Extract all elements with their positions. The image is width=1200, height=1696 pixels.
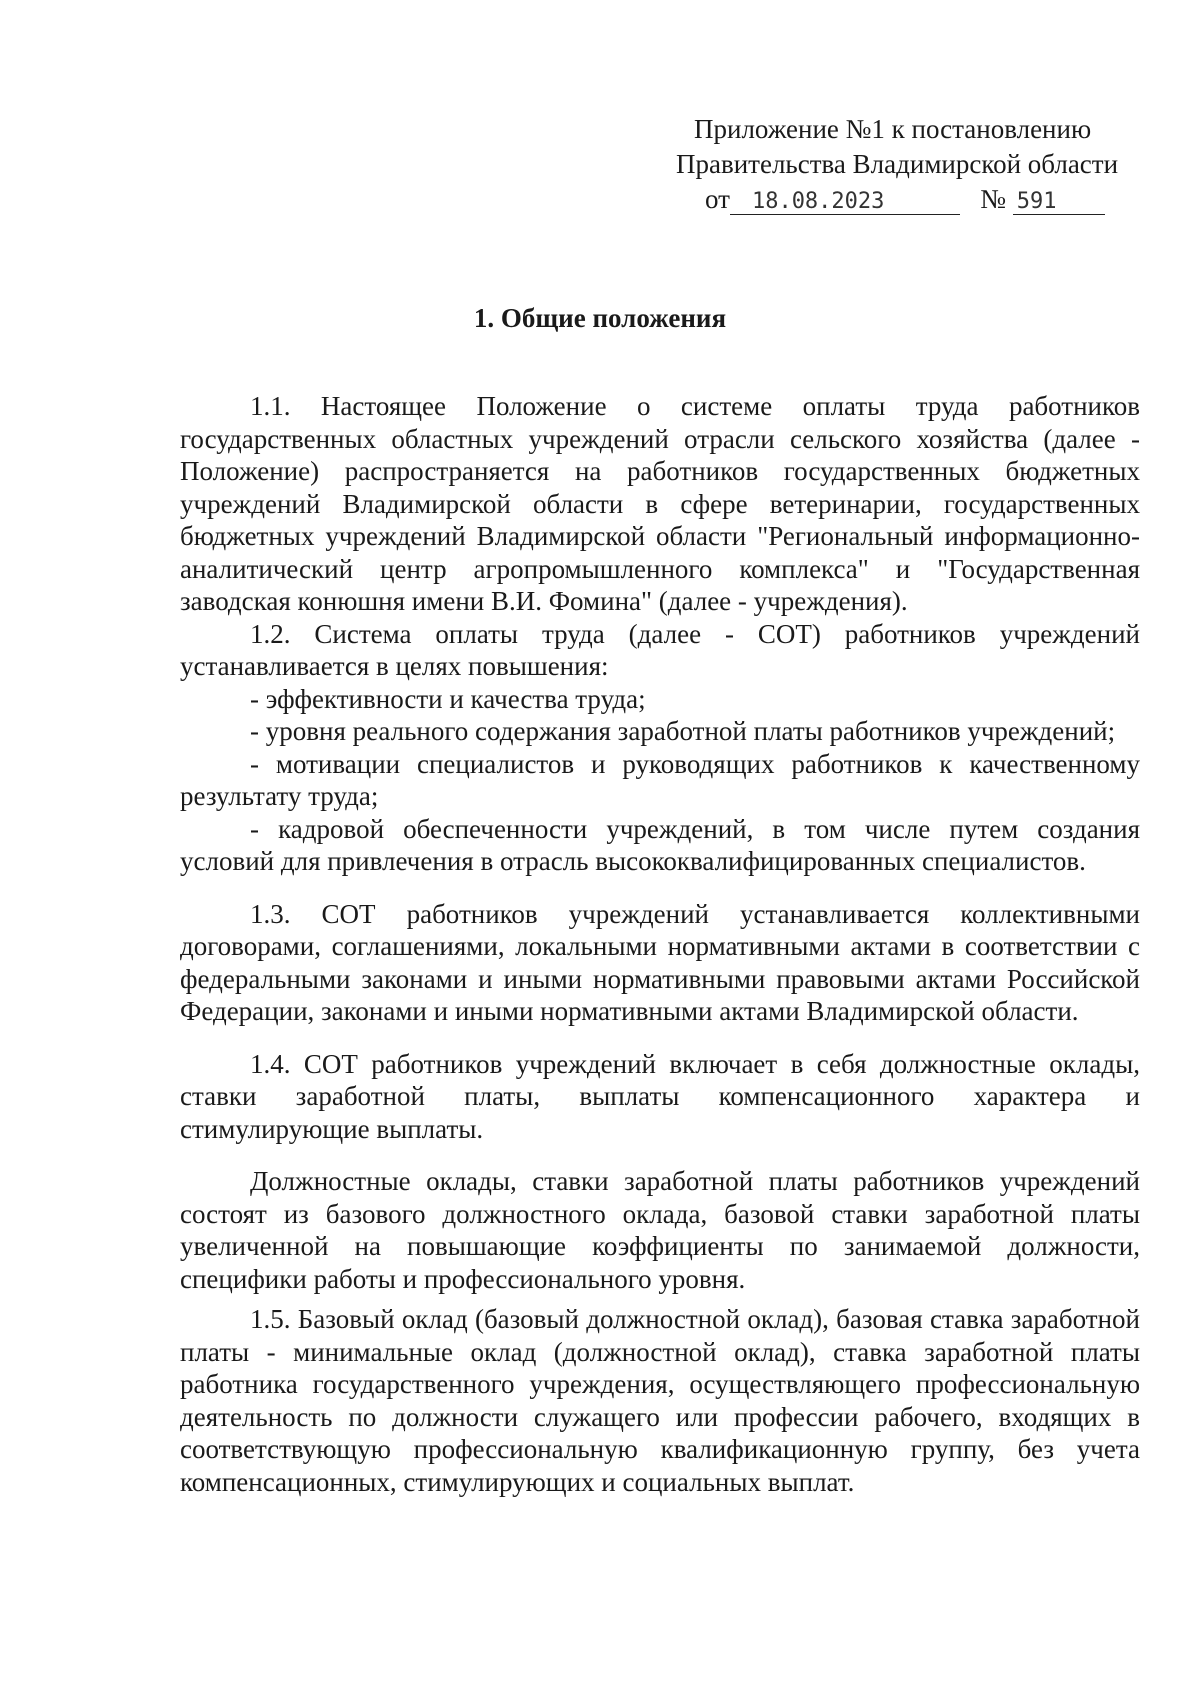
paragraph-1-4: 1.4. СОТ работников учреждений включает в себя должностные оклады, ставки заработной платы, выплаты компенсационного характера и стимулирующие выплаты. <box>180 1048 1140 1144</box>
decree-date: 18.08.2023 <box>730 190 960 215</box>
paragraph-1-2: 1.2. Система оплаты труда (далее - СОТ) работников учреждений устанавливается в целях повышения: <box>180 618 1140 681</box>
list-item-salary-level: - уровня реального содержания заработной платы работников учреждений; <box>250 716 1116 746</box>
paragraph-salaries: Должностные оклады, ставки заработной платы работников учреждений состоят из базового должностного оклада, базовой ставки заработной платы увеличенной на повышающие коэффициенты по занимаемой должности, специфики работы и профессионального уровня. <box>180 1166 1140 1294</box>
appendix-header-line-1: Приложение №1 к постановлению <box>694 114 1092 144</box>
document-body <box>180 390 1140 1498</box>
paragraph-1-1: 1.1. Настоящее Положение о системе оплаты труда работников государственных областных учреждений отрасли сельского хозяйства (далее - Положение) распространяется на работников государственных бюджетных учреждений Владимирской области в сфере ветеринарии, государственных бюджетных учреждений Владимирской области "Региональный информационно-аналитический центр агропромышленного комплекса" и "Государственная заводская конюшня имени В.И. Фомина" (далее - учреждения). <box>180 391 1140 616</box>
list-item-motivation: - мотивации специалистов и руководящих работников к качественному результату труда; <box>180 748 1140 811</box>
appendix-header-line-2: Правительства Владимирской области <box>676 149 1119 179</box>
appendix-header-line-3 <box>660 182 1140 217</box>
paragraph-1-3: 1.3. СОТ работников учреждений устанавливается коллективными договорами, соглашениями, локальными нормативными актами в соответствии с федеральными законами и иными нормативными правовыми актами Российской Федерации, законами и иными нормативными актами Владимирской области. <box>180 898 1140 1026</box>
list-item-efficiency: - эффективности и качества труда; <box>250 683 646 714</box>
list-item-staffing: - кадровой обеспеченности учреждений, в том числе путем создания условий для привлечения в отрасль высококвалифицированных специалистов. <box>180 813 1140 876</box>
section-title: 1. Общие положения <box>473 303 727 333</box>
decree-number: 591 <box>1013 190 1105 215</box>
appendix-header <box>660 112 1140 217</box>
paragraph-1-5: 1.5. Базовый оклад (базовый должностной оклад), базовая ставка заработной платы - минимальные оклад (должностной оклад), ставка заработной платы работника государственного учреждения, осуществляющего профессиональную деятельность по должности служащего или профессии рабочего, входящих в соответствующую профессиональную квалификационную группу, без учета компенсационных, стимулирующих и социальных выплат. <box>180 1304 1140 1497</box>
number-label: № <box>980 184 1006 214</box>
from-label: от <box>705 184 730 214</box>
